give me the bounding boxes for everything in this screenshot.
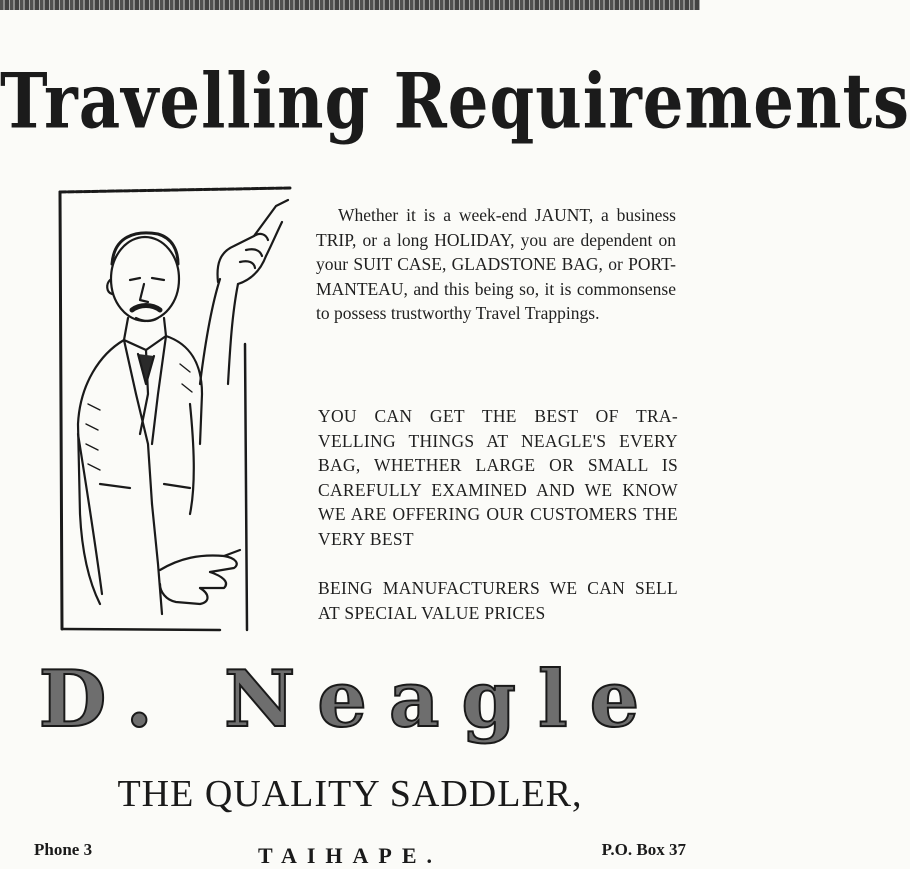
gentleman-pointing-illustration <box>40 184 302 636</box>
intro-paragraph: Whether it is a week-end JAUNT, a business TRIP, or a long HOLIDAY, you are dependent on your SUIT CASE, GLADSTONE BAG, or PORT-MANTEAU, and this being so, it is commonsense to possess trustworthy Travel Trappings. <box>316 205 676 323</box>
advert-headline: Travelling Requirements <box>0 58 910 147</box>
top-border-rule <box>0 0 700 10</box>
footer-po-box: P.O. Box 37 <box>601 840 686 859</box>
quality-paragraph: YOU CAN GET THE BEST OF TRA-VELLING THINGS AT NEAGLE'S EVERY BAG, WHETHER LARGE OR SMALL IS CAREFULLY EXAMINED AND WE KNOW WE ARE OFFERING OUR CUSTOMERS THE VERY BEST <box>318 406 678 549</box>
brand-name: D. Neagle <box>38 654 662 745</box>
pricing-paragraph: BEING MANUFACTURERS WE CAN SELL AT SPECIAL VALUE PRICES <box>318 578 678 623</box>
tagline: THE QUALITY SADDLER, <box>117 773 583 815</box>
footer-town: TAIHAPE. <box>257 843 443 868</box>
footer-phone: Phone 3 <box>34 840 93 859</box>
